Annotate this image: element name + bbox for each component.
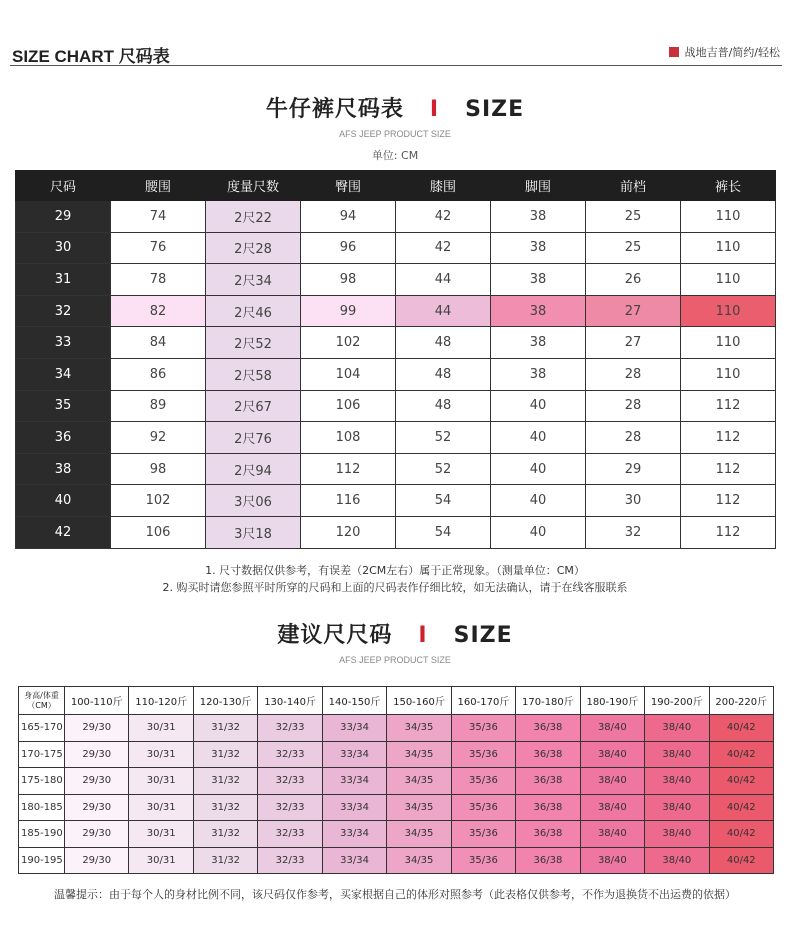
size-cell: 35/36	[451, 794, 515, 821]
table-cell: 2尺34	[206, 264, 301, 296]
size-cell: 35/36	[451, 715, 515, 742]
table-cell: 76	[111, 232, 206, 264]
size-cell: 34/35	[387, 715, 451, 742]
table-cell: 3尺06	[206, 485, 301, 517]
table-cell: 110	[681, 327, 776, 359]
size-cell: 29/30	[65, 821, 129, 848]
height-cell: 170-175	[19, 741, 65, 768]
table-cell: 40	[491, 422, 586, 454]
table-cell: 32	[586, 516, 681, 548]
size-cell: 29/30	[65, 768, 129, 795]
table-row	[16, 390, 776, 422]
size-cell: 38/40	[580, 715, 644, 742]
size-cell: 40/42	[709, 821, 773, 848]
column-header: 膝围	[396, 171, 491, 201]
weight-header: 180-190斤	[580, 687, 644, 715]
page-title: SIZE CHART 尺码表	[12, 47, 170, 66]
size-cell: 34/35	[387, 847, 451, 874]
table-cell: 82	[111, 295, 206, 327]
table-cell: 3尺18	[206, 516, 301, 548]
size-cell: 32/33	[258, 847, 322, 874]
recommended-size-heading	[0, 618, 790, 665]
table-cell: 106	[111, 516, 206, 548]
table-cell: 89	[111, 390, 206, 422]
table-cell: 25	[586, 232, 681, 264]
size-cell: 33/34	[322, 821, 386, 848]
weight-header: 140-150斤	[322, 687, 386, 715]
table-cell: 48	[396, 390, 491, 422]
title-divider: I	[418, 623, 428, 648]
table-cell: 52	[396, 453, 491, 485]
table-cell: 108	[301, 422, 396, 454]
table-cell: 112	[681, 485, 776, 517]
weight-header: 110-120斤	[129, 687, 193, 715]
table-cell: 38	[491, 201, 586, 233]
table-header-row	[16, 171, 776, 201]
size-cell: 38/40	[580, 768, 644, 795]
unit-label: 单位: CM	[371, 149, 419, 162]
size-cell: 30	[16, 232, 111, 264]
table-cell: 116	[301, 485, 396, 517]
size-cell: 30/31	[129, 794, 193, 821]
size-cell: 34/35	[387, 794, 451, 821]
table-row	[16, 516, 776, 548]
table-row	[16, 264, 776, 296]
size-cell: 38	[16, 453, 111, 485]
table-cell: 94	[301, 201, 396, 233]
table-cell: 112	[681, 390, 776, 422]
size-cell: 29/30	[65, 741, 129, 768]
table-cell: 52	[396, 422, 491, 454]
table-row	[19, 821, 774, 848]
table-cell: 54	[396, 516, 491, 548]
size-cell: 35/36	[451, 821, 515, 848]
note-1: 1. 尺寸数据仅供参考，有误差（2CM左右）属于正常现象。（测量单位：CM）	[205, 564, 585, 577]
size-cell: 36	[16, 422, 111, 454]
table-cell: 2尺58	[206, 358, 301, 390]
table-cell: 2尺52	[206, 327, 301, 359]
size-cell: 32/33	[258, 821, 322, 848]
table-cell: 74	[111, 201, 206, 233]
table-cell: 112	[301, 453, 396, 485]
size-cell: 36/38	[516, 821, 580, 848]
size-cell: 31/32	[193, 741, 257, 768]
note-2: 2. 购买时请您参照平时所穿的尺码和上面的尺码表作仔细比较，如无法确认，请于在线客服联系	[162, 581, 628, 594]
table-cell: 42	[396, 232, 491, 264]
recommended-size-table	[18, 686, 774, 874]
table-row	[16, 295, 776, 327]
table-row	[16, 485, 776, 517]
size-cell: 42	[16, 516, 111, 548]
table-row	[16, 422, 776, 454]
size-cell: 31/32	[193, 821, 257, 848]
table-cell: 2尺76	[206, 422, 301, 454]
section-title: 牛仔裤尺码表	[265, 97, 404, 122]
table-cell: 54	[396, 485, 491, 517]
table-cell: 40	[491, 516, 586, 548]
column-header: 尺码	[16, 171, 111, 201]
size-cell: 33/34	[322, 794, 386, 821]
size-cell: 38/40	[645, 847, 709, 874]
size-cell: 40/42	[709, 768, 773, 795]
height-cell: 190-195	[19, 847, 65, 874]
column-header: 裤长	[681, 171, 776, 201]
table-row	[19, 741, 774, 768]
column-header: 前档	[586, 171, 681, 201]
table-row	[16, 232, 776, 264]
size-cell: 30/31	[129, 768, 193, 795]
column-header: 度量尺数	[206, 171, 301, 201]
height-cell: 175-180	[19, 768, 65, 795]
size-cell: 29/30	[65, 847, 129, 874]
size-cell: 36/38	[516, 794, 580, 821]
table-cell: 27	[586, 295, 681, 327]
footer-tip: 温馨提示：由于每个人的身材比例不同，该尺码仅作参考，买家根据自己的体形对照参考（此表格仅供参考，不作为退换货不出运费的依据）	[54, 888, 736, 901]
table-cell: 112	[681, 453, 776, 485]
size-cell: 33/34	[322, 741, 386, 768]
size-cell: 36/38	[516, 768, 580, 795]
table-row	[16, 358, 776, 390]
table-cell: 2尺46	[206, 295, 301, 327]
size-cell: 31/32	[193, 847, 257, 874]
table-cell: 110	[681, 232, 776, 264]
size-cell: 38/40	[645, 715, 709, 742]
table-cell: 2尺94	[206, 453, 301, 485]
section-subtitle: AFS JEEP PRODUCT SIZE	[339, 129, 451, 139]
table-cell: 78	[111, 264, 206, 296]
table-row	[19, 794, 774, 821]
size-cell: 32	[16, 295, 111, 327]
size-cell: 34/35	[387, 741, 451, 768]
size-cell: 32/33	[258, 768, 322, 795]
size-cell: 40/42	[709, 715, 773, 742]
column-header: 脚围	[491, 171, 586, 201]
size-cell: 32/33	[258, 794, 322, 821]
table-cell: 26	[586, 264, 681, 296]
table-cell: 104	[301, 358, 396, 390]
table-cell: 29	[586, 453, 681, 485]
table-cell: 38	[491, 358, 586, 390]
size-cell: 35/36	[451, 741, 515, 768]
size-cell: 29/30	[65, 794, 129, 821]
table-header-row	[19, 687, 774, 715]
table-cell: 112	[681, 516, 776, 548]
jeans-size-table	[15, 170, 776, 549]
table-cell: 30	[586, 485, 681, 517]
table-cell: 38	[491, 327, 586, 359]
table-cell: 27	[586, 327, 681, 359]
size-cell: 33/34	[322, 715, 386, 742]
table-cell: 38	[491, 232, 586, 264]
table-cell: 40	[491, 453, 586, 485]
size-cell: 34/35	[387, 821, 451, 848]
table-row	[16, 201, 776, 233]
table-row	[16, 327, 776, 359]
size-cell: 34/35	[387, 768, 451, 795]
size-cell: 32/33	[258, 741, 322, 768]
size-notes	[0, 562, 790, 596]
table-cell: 48	[396, 327, 491, 359]
weight-header: 190-200斤	[645, 687, 709, 715]
size-cell: 32/33	[258, 715, 322, 742]
size-cell: 40/42	[709, 794, 773, 821]
section-title-en: SIZE	[465, 97, 525, 122]
size-cell: 31/32	[193, 768, 257, 795]
table-cell: 110	[681, 201, 776, 233]
weight-header: 130-140斤	[258, 687, 322, 715]
table-cell: 2尺28	[206, 232, 301, 264]
red-square-icon	[669, 47, 679, 57]
weight-header: 200-220斤	[709, 687, 773, 715]
height-cell: 185-190	[19, 821, 65, 848]
size-cell: 35/36	[451, 847, 515, 874]
column-header: 腰围	[111, 171, 206, 201]
table-cell: 44	[396, 264, 491, 296]
size-cell: 36/38	[516, 715, 580, 742]
tagline-text: 战地吉普/简约/轻松	[684, 46, 780, 59]
table-cell: 25	[586, 201, 681, 233]
table-cell: 84	[111, 327, 206, 359]
table-row	[16, 453, 776, 485]
table-cell: 112	[681, 422, 776, 454]
table-row	[19, 715, 774, 742]
size-cell: 36/38	[516, 741, 580, 768]
table-row	[19, 768, 774, 795]
brand-tagline	[669, 44, 780, 60]
table-cell: 98	[301, 264, 396, 296]
size-cell: 40/42	[709, 847, 773, 874]
size-cell: 29/30	[65, 715, 129, 742]
size-cell: 38/40	[580, 821, 644, 848]
size-cell: 31/32	[193, 715, 257, 742]
table-cell: 120	[301, 516, 396, 548]
table-cell: 48	[396, 358, 491, 390]
table-cell: 106	[301, 390, 396, 422]
table-cell: 40	[491, 390, 586, 422]
size-cell: 38/40	[645, 741, 709, 768]
size-cell: 30/31	[129, 741, 193, 768]
table-cell: 99	[301, 295, 396, 327]
size-cell: 31	[16, 264, 111, 296]
table-row	[19, 847, 774, 874]
height-cell: 180-185	[19, 794, 65, 821]
corner-label: 身高/体重（CM）	[19, 687, 65, 715]
table-cell: 42	[396, 201, 491, 233]
size-cell: 33/34	[322, 768, 386, 795]
table-cell: 86	[111, 358, 206, 390]
table-cell: 28	[586, 390, 681, 422]
table-cell: 2尺67	[206, 390, 301, 422]
table-cell: 40	[491, 485, 586, 517]
table-cell: 38	[491, 295, 586, 327]
column-header: 臀围	[301, 171, 396, 201]
size-cell: 38/40	[645, 768, 709, 795]
section-title: 建议尺尺码	[277, 623, 393, 648]
size-cell: 31/32	[193, 794, 257, 821]
section-title-en: SIZE	[453, 623, 513, 648]
weight-header: 120-130斤	[193, 687, 257, 715]
table-cell: 92	[111, 422, 206, 454]
size-cell: 34	[16, 358, 111, 390]
table-cell: 28	[586, 358, 681, 390]
size-cell: 29	[16, 201, 111, 233]
size-cell: 40/42	[709, 741, 773, 768]
table-cell: 44	[396, 295, 491, 327]
table-cell: 110	[681, 264, 776, 296]
weight-header: 160-170斤	[451, 687, 515, 715]
jeans-size-heading	[0, 92, 790, 163]
table-cell: 2尺22	[206, 201, 301, 233]
size-cell: 36/38	[516, 847, 580, 874]
table-cell: 38	[491, 264, 586, 296]
weight-header: 150-160斤	[387, 687, 451, 715]
size-cell: 38/40	[580, 741, 644, 768]
size-cell: 33	[16, 327, 111, 359]
top-header-bar	[10, 40, 782, 66]
size-cell: 38/40	[580, 847, 644, 874]
table-cell: 102	[111, 485, 206, 517]
table-cell: 28	[586, 422, 681, 454]
size-cell: 30/31	[129, 847, 193, 874]
height-cell: 165-170	[19, 715, 65, 742]
table-cell: 102	[301, 327, 396, 359]
size-cell: 30/31	[129, 715, 193, 742]
size-cell: 38/40	[645, 794, 709, 821]
size-cell: 40	[16, 485, 111, 517]
table-cell: 96	[301, 232, 396, 264]
size-cell: 33/34	[322, 847, 386, 874]
size-cell: 35	[16, 390, 111, 422]
title-divider: I	[429, 97, 440, 122]
size-cell: 38/40	[580, 794, 644, 821]
table-cell: 110	[681, 358, 776, 390]
size-cell: 38/40	[645, 821, 709, 848]
section-subtitle: AFS JEEP PRODUCT SIZE	[339, 655, 451, 665]
table-cell: 98	[111, 453, 206, 485]
size-cell: 35/36	[451, 768, 515, 795]
size-cell: 30/31	[129, 821, 193, 848]
weight-header: 100-110斤	[65, 687, 129, 715]
weight-header: 170-180斤	[516, 687, 580, 715]
table-cell: 110	[681, 295, 776, 327]
